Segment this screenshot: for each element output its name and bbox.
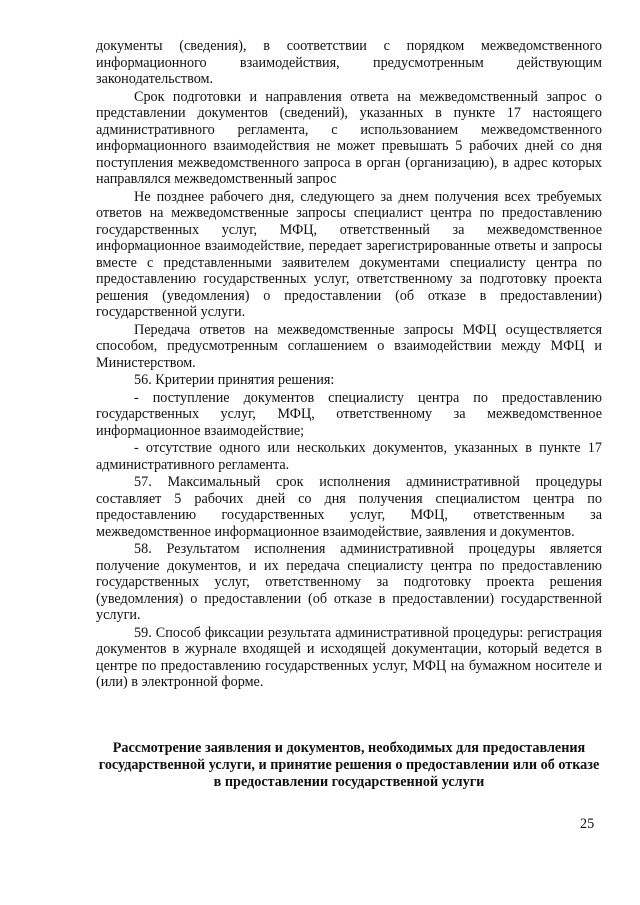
paragraph: - поступление документов специалисту центра по предоставлению государственных услуг, МФЦ, ответственному за межведомственное информационное взаимодействие;	[96, 389, 602, 439]
paragraph: Не позднее рабочего дня, следующего за днем получения всех требуемых ответов на межведомственные запросы специалист центра по предоставлению государственных услуг, МФЦ, ответственный за межведомственное информационное взаимодействие, передает зарегистрированные ответы и запросы вместе с представленными заявителем документами специалисту центра по предоставлению государственных услуг, ответственному за подготовку проекта решения (уведомления) о предоставлении (об отказе в предоставлении) государственной услуги.	[96, 188, 602, 320]
paragraph: Передача ответов на межведомственные запросы МФЦ осуществляется способом, предусмотренным соглашением о взаимодействии между МФЦ и Министерством.	[96, 321, 602, 371]
paragraph: 59. Способ фиксации результата административной процедуры: регистрация документов в журнале входящей и исходящей документации, который ведется в центре по предоставлению государственных услуг, МФЦ на бумажном носителе и (или) в электронной форме.	[96, 624, 602, 690]
document-body	[96, 38, 602, 691]
paragraph: 56. Критерии принятия решения:	[134, 372, 335, 388]
section-heading: Рассмотрение заявления и документов, необходимых для предоставления государственной услуги, и принятие решения о предоставлении или об отказе в предоставлении государственной услуги	[98, 740, 600, 790]
page-number: 25	[580, 816, 595, 832]
paragraph: документы (сведения), в соответствии с порядком межведомственного информационного взаимодействия, предусмотренным действующим законодательством.	[96, 38, 602, 87]
paragraph: 57. Максимальный срок исполнения административной процедуры составляет 5 рабочих дней со дня получения специалистом центра по предоставлению государственных услуг, МФЦ, ответственным за межведомственное информационное взаимодействие, заявления и документов.	[96, 474, 602, 540]
paragraph: - отсутствие одного или нескольких документов, указанных в пункте 17 административного регламента.	[96, 440, 602, 473]
paragraph: Срок подготовки и направления ответа на межведомственный запрос о представлении документов (сведений), указанных в пункте 17 настоящего административного регламента, с использованием межведомственного информационного взаимодействия не может превышать 5 рабочих дней со дня поступления межведомственного запроса в орган (организацию), в адрес которых направлялся межведомственный запрос	[96, 88, 602, 187]
paragraph: 58. Результатом исполнения административной процедуры является получение документов, и их передача специалисту центра по предоставлению государственных услуг, ответственному за подготовку проекта решения (уведомления) о предоставлении (об отказе в предоставлении) государственной услуги.	[96, 541, 602, 623]
